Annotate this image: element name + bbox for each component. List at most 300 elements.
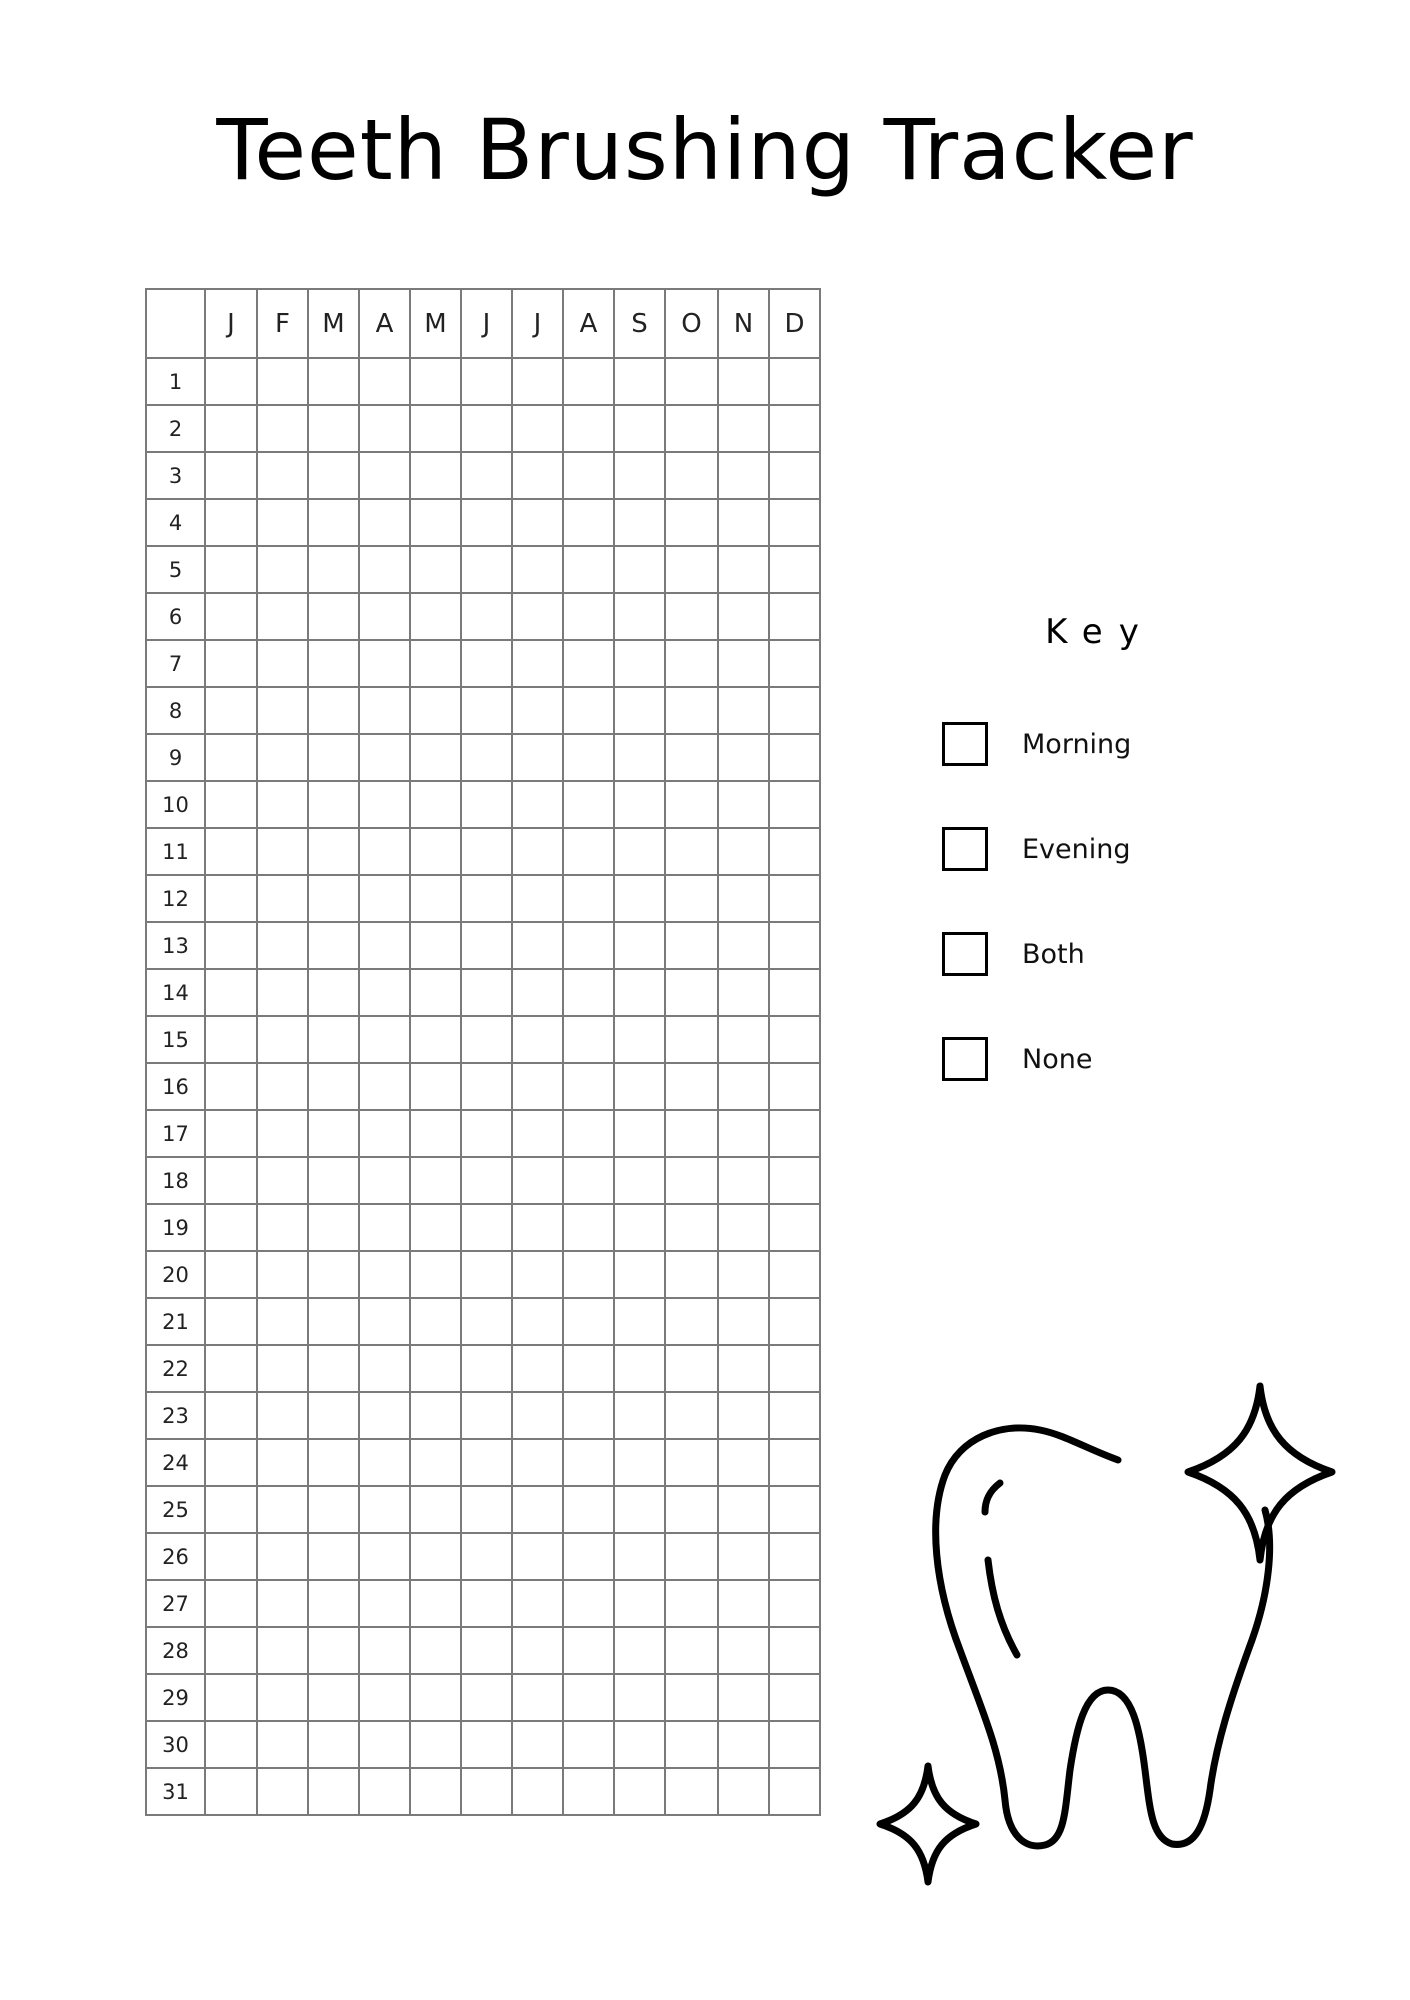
tracker-cell[interactable] — [410, 1439, 461, 1486]
tracker-cell[interactable] — [563, 1533, 614, 1580]
tracker-cell[interactable] — [359, 1533, 410, 1580]
tracker-cell[interactable] — [308, 1439, 359, 1486]
tracker-cell[interactable] — [461, 1204, 512, 1251]
tracker-cell[interactable] — [410, 593, 461, 640]
tracker-cell[interactable] — [769, 1298, 820, 1345]
tracker-cell[interactable] — [718, 358, 769, 405]
tracker-cell[interactable] — [205, 922, 257, 969]
tracker-cell[interactable] — [563, 922, 614, 969]
tracker-cell[interactable] — [410, 1768, 461, 1815]
tracker-cell[interactable] — [614, 875, 665, 922]
tracker-cell[interactable] — [718, 546, 769, 593]
tracker-cell[interactable] — [563, 1768, 614, 1815]
tracker-cell[interactable] — [563, 969, 614, 1016]
tracker-cell[interactable] — [769, 640, 820, 687]
tracker-cell[interactable] — [257, 1204, 308, 1251]
tracker-cell[interactable] — [359, 1627, 410, 1674]
tracker-cell[interactable] — [563, 546, 614, 593]
tracker-cell[interactable] — [614, 734, 665, 781]
tracker-cell[interactable] — [410, 1392, 461, 1439]
tracker-cell[interactable] — [614, 1298, 665, 1345]
tracker-cell[interactable] — [665, 1486, 718, 1533]
tracker-cell[interactable] — [718, 640, 769, 687]
tracker-cell[interactable] — [410, 640, 461, 687]
tracker-cell[interactable] — [257, 1251, 308, 1298]
tracker-cell[interactable] — [410, 875, 461, 922]
tracker-cell[interactable] — [205, 1204, 257, 1251]
tracker-cell[interactable] — [718, 969, 769, 1016]
tracker-cell[interactable] — [512, 1157, 563, 1204]
tracker-cell[interactable] — [718, 734, 769, 781]
tracker-cell[interactable] — [665, 1533, 718, 1580]
tracker-cell[interactable] — [359, 1392, 410, 1439]
tracker-cell[interactable] — [563, 593, 614, 640]
tracker-cell[interactable] — [563, 1486, 614, 1533]
tracker-cell[interactable] — [769, 969, 820, 1016]
tracker-cell[interactable] — [461, 1674, 512, 1721]
tracker-cell[interactable] — [308, 1298, 359, 1345]
tracker-cell[interactable] — [410, 1251, 461, 1298]
tracker-cell[interactable] — [512, 1580, 563, 1627]
tracker-cell[interactable] — [461, 405, 512, 452]
tracker-cell[interactable] — [308, 922, 359, 969]
tracker-cell[interactable] — [205, 1063, 257, 1110]
tracker-cell[interactable] — [563, 1016, 614, 1063]
tracker-cell[interactable] — [512, 1251, 563, 1298]
tracker-cell[interactable] — [359, 1063, 410, 1110]
tracker-cell[interactable] — [769, 358, 820, 405]
tracker-cell[interactable] — [359, 1580, 410, 1627]
tracker-cell[interactable] — [308, 969, 359, 1016]
tracker-cell[interactable] — [410, 405, 461, 452]
tracker-cell[interactable] — [205, 405, 257, 452]
tracker-cell[interactable] — [512, 1439, 563, 1486]
tracker-cell[interactable] — [769, 1204, 820, 1251]
tracker-cell[interactable] — [718, 452, 769, 499]
tracker-cell[interactable] — [769, 734, 820, 781]
tracker-cell[interactable] — [563, 875, 614, 922]
tracker-cell[interactable] — [614, 1768, 665, 1815]
tracker-cell[interactable] — [205, 1157, 257, 1204]
tracker-cell[interactable] — [614, 1204, 665, 1251]
tracker-cell[interactable] — [308, 1674, 359, 1721]
tracker-cell[interactable] — [563, 828, 614, 875]
tracker-cell[interactable] — [461, 1110, 512, 1157]
tracker-cell[interactable] — [205, 1674, 257, 1721]
tracker-cell[interactable] — [769, 452, 820, 499]
tracker-cell[interactable] — [614, 405, 665, 452]
tracker-cell[interactable] — [665, 734, 718, 781]
tracker-cell[interactable] — [308, 1768, 359, 1815]
tracker-cell[interactable] — [769, 1721, 820, 1768]
tracker-cell[interactable] — [205, 1345, 257, 1392]
tracker-cell[interactable] — [614, 452, 665, 499]
tracker-cell[interactable] — [614, 1110, 665, 1157]
tracker-cell[interactable] — [359, 1486, 410, 1533]
tracker-cell[interactable] — [461, 1251, 512, 1298]
tracker-cell[interactable] — [512, 1533, 563, 1580]
tracker-cell[interactable] — [359, 1157, 410, 1204]
tracker-cell[interactable] — [665, 1110, 718, 1157]
tracker-cell[interactable] — [769, 1580, 820, 1627]
tracker-cell[interactable] — [205, 828, 257, 875]
tracker-cell[interactable] — [205, 640, 257, 687]
tracker-cell[interactable] — [614, 687, 665, 734]
tracker-cell[interactable] — [205, 358, 257, 405]
tracker-cell[interactable] — [257, 1110, 308, 1157]
tracker-cell[interactable] — [512, 1768, 563, 1815]
tracker-cell[interactable] — [205, 1251, 257, 1298]
tracker-cell[interactable] — [769, 828, 820, 875]
tracker-cell[interactable] — [410, 1674, 461, 1721]
tracker-cell[interactable] — [359, 1721, 410, 1768]
tracker-cell[interactable] — [512, 969, 563, 1016]
tracker-cell[interactable] — [614, 1392, 665, 1439]
tracker-cell[interactable] — [512, 922, 563, 969]
tracker-cell[interactable] — [359, 781, 410, 828]
tracker-cell[interactable] — [614, 1721, 665, 1768]
tracker-cell[interactable] — [257, 1674, 308, 1721]
tracker-cell[interactable] — [512, 1627, 563, 1674]
tracker-cell[interactable] — [718, 1298, 769, 1345]
tracker-cell[interactable] — [665, 1298, 718, 1345]
tracker-cell[interactable] — [563, 1627, 614, 1674]
tracker-cell[interactable] — [308, 405, 359, 452]
tracker-cell[interactable] — [461, 593, 512, 640]
tracker-cell[interactable] — [563, 1110, 614, 1157]
tracker-cell[interactable] — [410, 1345, 461, 1392]
tracker-cell[interactable] — [769, 1392, 820, 1439]
tracker-cell[interactable] — [718, 1533, 769, 1580]
tracker-cell[interactable] — [359, 1251, 410, 1298]
tracker-cell[interactable] — [665, 828, 718, 875]
tracker-cell[interactable] — [257, 687, 308, 734]
tracker-cell[interactable] — [614, 1439, 665, 1486]
tracker-cell[interactable] — [512, 687, 563, 734]
tracker-cell[interactable] — [461, 1627, 512, 1674]
tracker-cell[interactable] — [512, 734, 563, 781]
tracker-cell[interactable] — [769, 1768, 820, 1815]
tracker-cell[interactable] — [410, 1063, 461, 1110]
tracker-cell[interactable] — [308, 1486, 359, 1533]
tracker-cell[interactable] — [563, 1204, 614, 1251]
tracker-cell[interactable] — [665, 1627, 718, 1674]
tracker-cell[interactable] — [308, 1533, 359, 1580]
tracker-cell[interactable] — [205, 452, 257, 499]
tracker-cell[interactable] — [512, 1204, 563, 1251]
tracker-cell[interactable] — [461, 1016, 512, 1063]
tracker-cell[interactable] — [359, 1345, 410, 1392]
tracker-cell[interactable] — [205, 1580, 257, 1627]
tracker-cell[interactable] — [563, 687, 614, 734]
tracker-cell[interactable] — [563, 1298, 614, 1345]
tracker-cell[interactable] — [461, 1298, 512, 1345]
tracker-cell[interactable] — [410, 1110, 461, 1157]
tracker-cell[interactable] — [563, 358, 614, 405]
tracker-cell[interactable] — [205, 499, 257, 546]
tracker-cell[interactable] — [718, 875, 769, 922]
tracker-cell[interactable] — [614, 781, 665, 828]
tracker-cell[interactable] — [614, 1533, 665, 1580]
tracker-cell[interactable] — [769, 546, 820, 593]
tracker-cell[interactable] — [205, 781, 257, 828]
tracker-cell[interactable] — [461, 358, 512, 405]
tracker-cell[interactable] — [308, 546, 359, 593]
tracker-cell[interactable] — [257, 640, 308, 687]
tracker-cell[interactable] — [665, 781, 718, 828]
tracker-cell[interactable] — [512, 1486, 563, 1533]
tracker-cell[interactable] — [614, 828, 665, 875]
tracker-cell[interactable] — [308, 1580, 359, 1627]
tracker-cell[interactable] — [512, 546, 563, 593]
tracker-cell[interactable] — [461, 1533, 512, 1580]
tracker-cell[interactable] — [563, 405, 614, 452]
tracker-cell[interactable] — [461, 781, 512, 828]
tracker-cell[interactable] — [359, 546, 410, 593]
tracker-cell[interactable] — [512, 358, 563, 405]
tracker-cell[interactable] — [257, 828, 308, 875]
tracker-cell[interactable] — [410, 452, 461, 499]
tracker-cell[interactable] — [461, 1063, 512, 1110]
tracker-cell[interactable] — [257, 1439, 308, 1486]
tracker-cell[interactable] — [512, 405, 563, 452]
tracker-cell[interactable] — [257, 1157, 308, 1204]
tracker-cell[interactable] — [205, 1533, 257, 1580]
tracker-cell[interactable] — [308, 1721, 359, 1768]
tracker-cell[interactable] — [665, 1674, 718, 1721]
tracker-cell[interactable] — [614, 1063, 665, 1110]
tracker-cell[interactable] — [461, 1439, 512, 1486]
tracker-cell[interactable] — [205, 1110, 257, 1157]
tracker-cell[interactable] — [769, 1439, 820, 1486]
tracker-cell[interactable] — [205, 546, 257, 593]
tracker-cell[interactable] — [769, 1627, 820, 1674]
tracker-cell[interactable] — [257, 452, 308, 499]
tracker-cell[interactable] — [359, 405, 410, 452]
tracker-cell[interactable] — [359, 593, 410, 640]
tracker-cell[interactable] — [410, 1580, 461, 1627]
tracker-cell[interactable] — [614, 1157, 665, 1204]
tracker-cell[interactable] — [665, 687, 718, 734]
tracker-cell[interactable] — [308, 1204, 359, 1251]
tracker-cell[interactable] — [718, 1016, 769, 1063]
tracker-cell[interactable] — [257, 405, 308, 452]
tracker-cell[interactable] — [769, 875, 820, 922]
tracker-cell[interactable] — [769, 593, 820, 640]
tracker-cell[interactable] — [718, 1345, 769, 1392]
tracker-cell[interactable] — [718, 1063, 769, 1110]
tracker-cell[interactable] — [512, 1016, 563, 1063]
tracker-cell[interactable] — [410, 1298, 461, 1345]
tracker-cell[interactable] — [718, 499, 769, 546]
tracker-cell[interactable] — [359, 687, 410, 734]
tracker-cell[interactable] — [410, 1016, 461, 1063]
tracker-cell[interactable] — [512, 1392, 563, 1439]
tracker-cell[interactable] — [614, 1486, 665, 1533]
tracker-cell[interactable] — [718, 405, 769, 452]
tracker-cell[interactable] — [665, 452, 718, 499]
tracker-cell[interactable] — [359, 358, 410, 405]
tracker-cell[interactable] — [359, 1110, 410, 1157]
tracker-cell[interactable] — [205, 593, 257, 640]
tracker-cell[interactable] — [718, 1580, 769, 1627]
tracker-cell[interactable] — [614, 1251, 665, 1298]
tracker-cell[interactable] — [359, 969, 410, 1016]
tracker-cell[interactable] — [512, 1345, 563, 1392]
tracker-cell[interactable] — [410, 1204, 461, 1251]
tracker-cell[interactable] — [205, 734, 257, 781]
tracker-cell[interactable] — [665, 875, 718, 922]
tracker-cell[interactable] — [665, 358, 718, 405]
tracker-cell[interactable] — [205, 1627, 257, 1674]
tracker-cell[interactable] — [359, 640, 410, 687]
tracker-cell[interactable] — [257, 1486, 308, 1533]
tracker-cell[interactable] — [257, 1721, 308, 1768]
tracker-cell[interactable] — [665, 1157, 718, 1204]
tracker-cell[interactable] — [359, 734, 410, 781]
tracker-cell[interactable] — [461, 875, 512, 922]
tracker-cell[interactable] — [512, 1721, 563, 1768]
tracker-cell[interactable] — [308, 781, 359, 828]
tracker-cell[interactable] — [410, 1533, 461, 1580]
tracker-cell[interactable] — [769, 1345, 820, 1392]
tracker-cell[interactable] — [359, 875, 410, 922]
tracker-cell[interactable] — [614, 546, 665, 593]
tracker-cell[interactable] — [665, 1721, 718, 1768]
tracker-cell[interactable] — [665, 1204, 718, 1251]
tracker-cell[interactable] — [410, 1627, 461, 1674]
tracker-cell[interactable] — [410, 1721, 461, 1768]
tracker-cell[interactable] — [512, 781, 563, 828]
tracker-cell[interactable] — [308, 640, 359, 687]
tracker-cell[interactable] — [718, 1439, 769, 1486]
tracker-cell[interactable] — [308, 1157, 359, 1204]
tracker-cell[interactable] — [205, 1768, 257, 1815]
tracker-cell[interactable] — [563, 1063, 614, 1110]
tracker-cell[interactable] — [205, 1016, 257, 1063]
tracker-cell[interactable] — [461, 452, 512, 499]
tracker-cell[interactable] — [410, 969, 461, 1016]
tracker-cell[interactable] — [461, 1345, 512, 1392]
tracker-cell[interactable] — [257, 1533, 308, 1580]
tracker-cell[interactable] — [718, 1157, 769, 1204]
tracker-cell[interactable] — [359, 828, 410, 875]
tracker-cell[interactable] — [359, 499, 410, 546]
tracker-cell[interactable] — [257, 1345, 308, 1392]
tracker-cell[interactable] — [769, 405, 820, 452]
tracker-cell[interactable] — [308, 1063, 359, 1110]
tracker-cell[interactable] — [563, 734, 614, 781]
tracker-cell[interactable] — [308, 828, 359, 875]
tracker-cell[interactable] — [461, 1392, 512, 1439]
tracker-cell[interactable] — [461, 1486, 512, 1533]
tracker-cell[interactable] — [769, 1486, 820, 1533]
tracker-cell[interactable] — [359, 1204, 410, 1251]
tracker-cell[interactable] — [718, 687, 769, 734]
tracker-cell[interactable] — [769, 1016, 820, 1063]
tracker-cell[interactable] — [257, 781, 308, 828]
tracker-cell[interactable] — [665, 405, 718, 452]
tracker-cell[interactable] — [205, 1439, 257, 1486]
tracker-cell[interactable] — [665, 1251, 718, 1298]
tracker-cell[interactable] — [461, 1157, 512, 1204]
tracker-cell[interactable] — [461, 828, 512, 875]
key-checkbox-evening[interactable] — [942, 827, 988, 871]
tracker-cell[interactable] — [257, 1580, 308, 1627]
tracker-cell[interactable] — [512, 875, 563, 922]
tracker-cell[interactable] — [308, 1392, 359, 1439]
tracker-cell[interactable] — [461, 734, 512, 781]
tracker-cell[interactable] — [308, 1345, 359, 1392]
tracker-cell[interactable] — [257, 734, 308, 781]
tracker-cell[interactable] — [718, 1674, 769, 1721]
tracker-cell[interactable] — [512, 1063, 563, 1110]
tracker-cell[interactable] — [308, 1016, 359, 1063]
tracker-cell[interactable] — [665, 593, 718, 640]
tracker-cell[interactable] — [563, 1580, 614, 1627]
tracker-cell[interactable] — [410, 781, 461, 828]
tracker-cell[interactable] — [410, 499, 461, 546]
tracker-cell[interactable] — [308, 358, 359, 405]
tracker-cell[interactable] — [512, 1298, 563, 1345]
tracker-cell[interactable] — [563, 499, 614, 546]
tracker-cell[interactable] — [563, 1674, 614, 1721]
tracker-cell[interactable] — [257, 593, 308, 640]
tracker-cell[interactable] — [461, 546, 512, 593]
tracker-cell[interactable] — [614, 1580, 665, 1627]
tracker-cell[interactable] — [563, 1251, 614, 1298]
key-checkbox-both[interactable] — [942, 932, 988, 976]
tracker-cell[interactable] — [665, 640, 718, 687]
tracker-cell[interactable] — [769, 781, 820, 828]
tracker-cell[interactable] — [665, 1392, 718, 1439]
tracker-cell[interactable] — [205, 687, 257, 734]
tracker-cell[interactable] — [257, 969, 308, 1016]
tracker-cell[interactable] — [512, 828, 563, 875]
tracker-cell[interactable] — [614, 640, 665, 687]
tracker-cell[interactable] — [614, 1016, 665, 1063]
tracker-cell[interactable] — [769, 1157, 820, 1204]
tracker-cell[interactable] — [512, 1674, 563, 1721]
tracker-cell[interactable] — [769, 1674, 820, 1721]
tracker-cell[interactable] — [614, 358, 665, 405]
tracker-cell[interactable] — [563, 1157, 614, 1204]
tracker-cell[interactable] — [718, 828, 769, 875]
tracker-cell[interactable] — [308, 1110, 359, 1157]
tracker-cell[interactable] — [257, 1627, 308, 1674]
tracker-cell[interactable] — [205, 969, 257, 1016]
tracker-cell[interactable] — [665, 1768, 718, 1815]
tracker-cell[interactable] — [665, 499, 718, 546]
tracker-cell[interactable] — [563, 781, 614, 828]
tracker-cell[interactable] — [665, 1580, 718, 1627]
tracker-cell[interactable] — [410, 734, 461, 781]
tracker-cell[interactable] — [410, 546, 461, 593]
tracker-cell[interactable] — [461, 1721, 512, 1768]
tracker-cell[interactable] — [257, 1063, 308, 1110]
tracker-cell[interactable] — [665, 1439, 718, 1486]
tracker-cell[interactable] — [614, 969, 665, 1016]
tracker-cell[interactable] — [205, 1486, 257, 1533]
tracker-cell[interactable] — [205, 1298, 257, 1345]
tracker-cell[interactable] — [718, 1627, 769, 1674]
tracker-cell[interactable] — [257, 499, 308, 546]
tracker-cell[interactable] — [769, 499, 820, 546]
tracker-cell[interactable] — [769, 1110, 820, 1157]
tracker-cell[interactable] — [308, 1627, 359, 1674]
tracker-cell[interactable] — [257, 358, 308, 405]
tracker-cell[interactable] — [614, 922, 665, 969]
